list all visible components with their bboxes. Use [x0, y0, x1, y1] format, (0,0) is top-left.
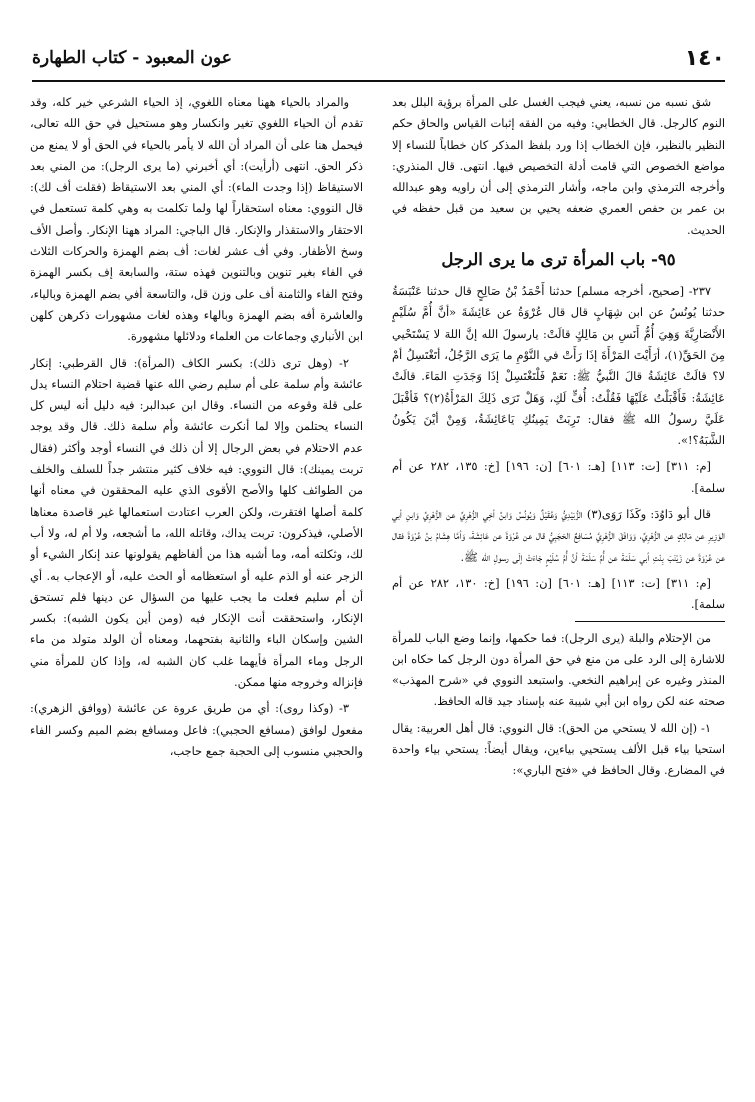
abu-dawud-note: قال أبو دَاوُدَ: وكَذَا رَوَى(٣) الزُّبَيْدِيُّ وَعُقَيْلٌ وَيُونُسُ وَابنُ أخِي الزُّهْرِيِّ عن الزُّهْرِيِّ وَابنِ أبي الوَزِيرِ عن مَالِكٍ عن الزُّهْرِيِّ، وَوَافَقَ الزُّهْرِيَّ مُسَافِعٌ الحَجَبِيُّ قال عن عُرْوَةَ عن عَائِشَةَ، وَأمَّا هِشَامُ بنُ عُرْوَةَ فقال عن عُرْوَةَ عن زَيْنَبَ بِنْتِ أبي سَلَمَةَ عن أُمِّ سَلَمَةَ أنَّ أُمَّ سُلَيْمٍ جَاءَتْ إلَى رسولِ الله ﷺ. — [392, 507, 725, 564]
hadith-237: ٢٣٧- [صحيح، أخرجه مسلم] حدثنا أَحْمَدُ بْنُ صَالِحٍ قال حدثنا عَنْبَسَةُ حدثنا يُونُسُ عن ابن شِهَابٍ قال قال عُرْوَةُ عن عَائِشَةَ «أنَّ أُمَّ سُلَيْمٍ الأَنْصَارِيَّةَ وَهِيَ أُمُّ أَنَسِ بن مَالِكٍ قالَتْ: يارسولَ الله إنَّ اللهَ لا يَسْتَحْيي مِنَ الحَقِّ(١)، أرَأَيْتَ المَرْأَةَ إذَا رَأَتْ في النَّوْمِ ما يَرَى الرَّجُلُ، أتَغْتَسِلُ أمْ لا؟ قالَتْ عَائِشَةُ قالَ النَّبيُّ ﷺ: نَعَمْ فَلْتَغْتَسِلْ إذَا وَجَدَتِ المَاءَ. قالَتْ عَائِشَةُ: فَأَقْبَلْتُ عَلَيْهَا فَقُلْتُ: أُفٍّ لَكِ، وَهَلْ تَرَى ذَلِكَ المَرْأَةُ(٢)؟ فَأقْبَلَ عَلَيَّ رسولُ الله ﷺ فقال: تَرِبَتْ يَمِينُكِ يَاعَائِشَةُ، وَمِنْ أيْنَ يَكُونُ الشَّبَهُ؟!». — [392, 284, 725, 448]
page-header — [32, 44, 725, 82]
running-title: عون المعبود - كتاب الطهارة — [32, 48, 232, 68]
footnote-divider — [575, 621, 725, 622]
intro-paragraph: شق نسبه من نسبه، يعني فيجب الغسل على المرأة برؤية البلل بعد النوم كالرجل. قال الخطابي: وفيه من الفقه إثبات القياس والحاق حكم النظير بالنظير، فإن الخطاب إذا ورد بلفظ المذكر كان خطاباً للنساء إلا مواضع الخصوص التي قامت أدلة التخصيص فيها. انتهى. قال المنذري: وأخرجه الترمذي وابن ماجه، وأشار الترمذي إلى أن راويه وهو عبدالله بن عمر بن حفص العمري ضعفه يحيي بن سعيد من قبل حفظه في الحديث. — [392, 95, 725, 237]
hadith-references-1: [م: ٣١١] [ت: ١١٣] [هـ: ٦٠١] [ن: ١٩٦] [خ: ١٣٥، ٢٨٢ عن أم سلمة]. — [392, 459, 725, 495]
footnote-1: ١- (إن الله لا يستحي من الحق): قال النووي: قال أهل العربية: يقال استحيا بياء قبل الألف يستحيي بياءين، ويقال أيضاً: يستحي بياء واحدة في المضارع. وقال الحافظ في «فتح الباري»: — [392, 720, 725, 778]
hadith-references-2: [م: ٣١١] [ت: ١١٣] [هـ: ٦٠١] [ن: ١٩٦] [خ: ١٣٠، ٢٨٢ عن أم سلمة]. — [392, 575, 725, 612]
left-column — [30, 92, 363, 1082]
footnote-3: ٣- (وكذا روى): أي من طريق عروة عن عائشة (ووافق الزهري): مفعول لوافق (مسافع الحجبي): فاعل ومسافع بضم الميم وكسر الفاء والحجبي منسوب إلى الحجبة جمع حاجب، — [30, 701, 363, 758]
commentary-continued: والمراد بالحياء ههنا معناه اللغوي، إذ الحياء الشرعي خير كله، وقد تقدم أن الحياء اللغوي تغير وانكسار وهو مستحيل في حق الله تعالى، فيحمل هنا على أن المراد أن الله لا يأمر بالحياء في الحق أو لا يمنع من ذكر الحق. انتهى (أرأيت): أي أخبرني (ما يرى الرجل): من المني بعد الاستيقاظ (إذا وجدت الماء): أي المني بعد الاستيقاظ (فقلت أف لك): قال النووي: معناه استحقاراً لها ولما تكلمت به وهي كلمة تستعمل في الاحتقار والاستقذار والإنكار. قال الباجي: المراد ههنا الإنكار. وأصل الأف وسخ الأظفار. وفي أف عشر لغات: أف بضم الهمزة والحركات الثلاث في الفاء بغير تنوين وبالتنوين فهذه ستة، والسابعة إف بكسر الهمزة وفتح الفاء والثامنة أف على وزن قل، والتاسعة أفي بضم الهمزة وبالياء، والعاشرة أفه بضم الهمزة وبالهاء وهذه لغات مشهورات ذكرهن كلهن ابن الأنباري وجماعات من العلماء ودلائلها مشهورة. — [30, 95, 363, 344]
chapter-title: ٩٥- باب المرأة ترى ما يرى الرجل — [441, 250, 676, 270]
commentary-paragraph: من الإحتلام والبلة (يرى الرجل): فما حكمها، وإنما وضع الباب للمرأة للاشارة إلى الرد على من منع في حق المرأة دون الرجل كما حكاه ابن المنذر وغيره عن إبراهيم النخعي. واستبعد النووي في «شرح المهذب» صحته عنه لكن رواه ابن أبي شيبة عنه بإسناد جيد قاله الحافظ. — [392, 630, 725, 709]
footnote-2: ٢- (وهل ترى ذلك): بكسر الكاف (المرأة): قال القرطبي: إنكار عائشة وأم سلمة على أم سليم رضي الله عنها قضية احتلام النساء يدل على قلة وقوعه من النساء. وقال ابن عبدالبر: فيه دليل أنه ليس كل النساء يحتلمن وإلا لما أنكرت عائشة وأم سلمة ذلك. قال وقد يوجد عدم الاحتلام في بعض الرجال إلا أن ذلك في النساء أوجد وأكثر (فقال تربت يمينك): قال النووي: فيه خلاف كثير منتشر جداً للسلف والخلف من الطوائف كلها والأصح الأقوى الذي عليه المحققون في معناه أنها كلمة أصلها افتقرت، ولكن العرب اعتادت استعمالها غير قاصدة معناها الأصلي، فيذكرون: تربت يداك، وقاتله الله، ما أشجعه، ولا أم له، ولا أب لك، وثكلته أمه، وما أشبه هذا من ألفاظهم يقولونها عند إنكار الشيء أو الزجر عنه أو الذم عليه أو استعظامه أو الحث عليه، أو الإعجاب به. أي أن أم سليم فعلت ما يجب عليها من السؤال عن دينها فلم تستحق الإنكار، واستحققت أنت الإنكار فيه (ومن أين يكون الشبه): بكسر الشين وإسكان الباء والثانية بفتحهما، ومعناه أن الولد متولد من ماء الرجل وماء المرأة فأيهما غلب كان الشبه له، وإذا كان للمرأة مني فإنزاله وخروجه منها ممكن. — [30, 355, 363, 690]
page-number: ١٤٠ — [684, 46, 725, 71]
right-column — [392, 92, 725, 1082]
